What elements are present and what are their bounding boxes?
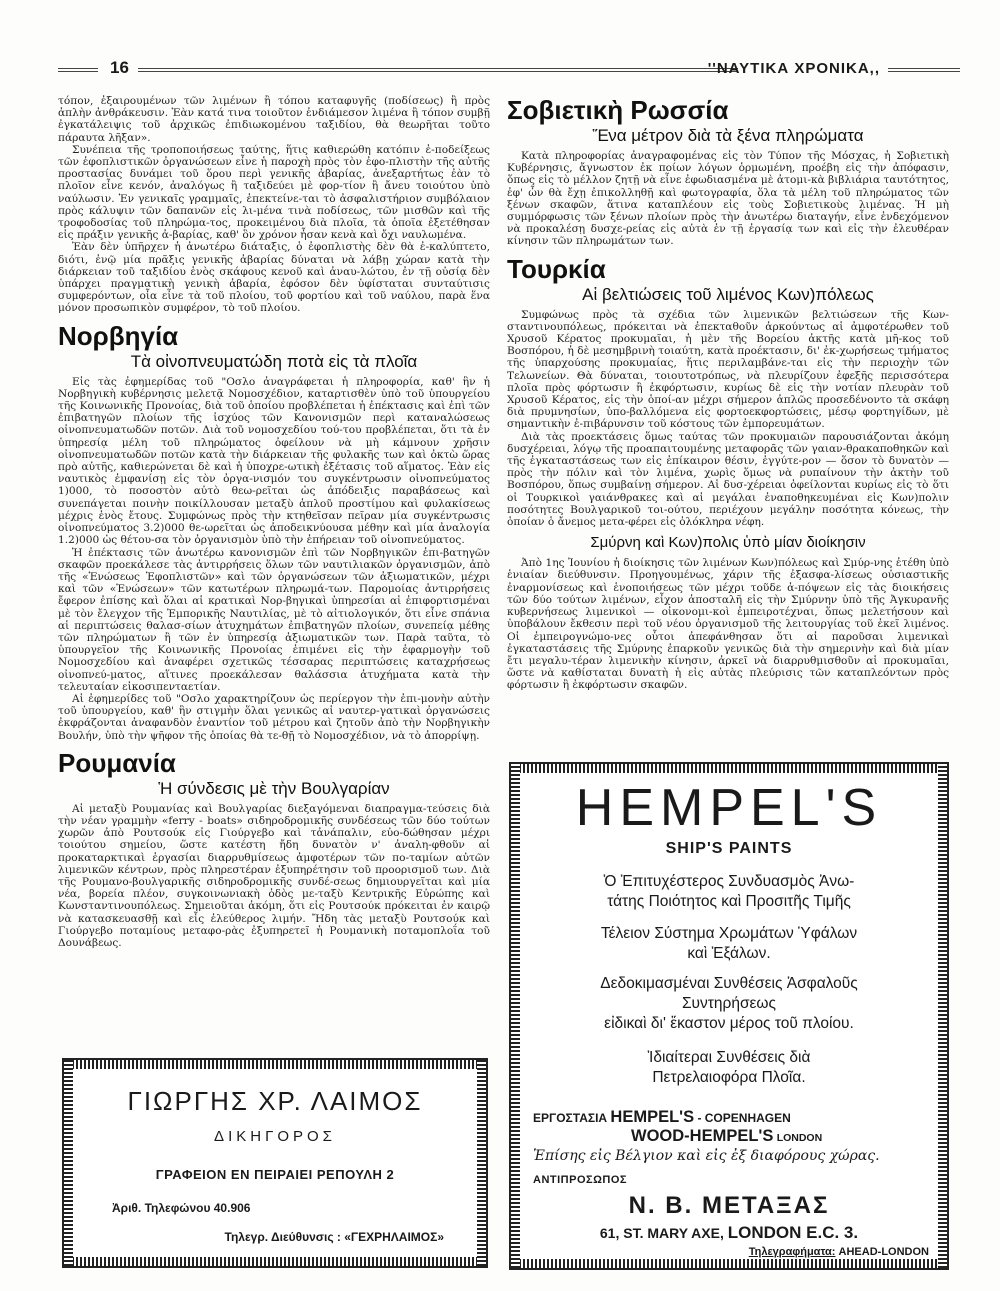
romania-subtitle: Ἡ σύνδεσις μὲ τὴν Βουλγαρίαν bbox=[158, 778, 390, 798]
address-street: 61, ST. MARY AXE, bbox=[599, 1225, 724, 1241]
hempel-brand: HEMPEL'S bbox=[575, 779, 883, 837]
hempel-address bbox=[511, 1223, 947, 1243]
hempel-line: εἰδικαὶ δι' ἕκαστον μέρος τοῦ πλοίου. bbox=[604, 1015, 854, 1032]
hempel-line: Δεδοκιμασμέναι Συνθέσεις Ἀσφαλοῦς bbox=[600, 975, 858, 992]
norway-title: Νορβηγία bbox=[58, 320, 179, 351]
lawyer-advertisement bbox=[62, 1058, 488, 1268]
russia-title: Σοβιετικὴ Ρωσσία bbox=[507, 95, 729, 125]
hempel-line: Ἰδιαίτεραι Συνθέσεις διὰ bbox=[647, 1049, 811, 1066]
hempel-line: καὶ Ἐξάλων. bbox=[687, 945, 771, 962]
factory-2-name: WOOD-HEMPEL'S bbox=[631, 1127, 774, 1145]
hempel-advertisement bbox=[509, 762, 949, 1270]
hempel-other-countries: Ἐπίσης εἰς Βέλγιον καὶ εἰς ἐξ διαφόρους χώρας. bbox=[533, 1148, 880, 1164]
hempel-agent-name: N. B. ΜΕΤΑΞΑΣ bbox=[628, 1192, 830, 1219]
intro-paragraph-2: Συνέπεια τῆς τροποποιήσεως ταύτης, ἥτις καθιερώθη κατόπιν ἐ-ποδείξεως τῶν ἐφοπλιστικῶν ὀργανώσεων εἶνε ἡ παροχὴ πρὸς τὸν ἐφο-πλιστὴν τῆς αὐτῆς προστασίας δυνάμει τοῦ ὅρου περὶ γενικῆς ἀβαρίας, ἀνεξαρτήτως ἐὰν τὸ πλοῖον εἶνε κενόν, ἀναλόγως ἢ ταξιδεύει μὲ φορ-τίον ἢ ἄνευ τοιούτου ὑπὸ ναύλωσιν. Ἐν γενικαῖς γραμμαῖς, ἐπεκτείνε-ται τὸ ἀσφαλιστήριον συμβόλαιον πρὸς κάλυψιν τῶν δαπανῶν εἰς λι-μένα τινὰ ποδίσεως, τῶν μισθῶν καὶ τῆς τροφοδοσίας τοῦ πληρώμα-τος, προκειμένου διὰ πλοῖα, τὰ ὁποῖα ἐξετέθησαν εἰς πράξιν γενικῆς ἀ-βαρίας, καθ' ὃν χρόνον ἦσαν κενὰ καὶ ὄχι ναυλωμένα. bbox=[58, 143, 490, 242]
lawyer-phone: Ἀριθ. Τηλεφώνου 40.906 bbox=[112, 1201, 251, 1215]
romania-title: Ρουμανία bbox=[58, 747, 176, 778]
hempel-line: τάτης Ποιότητος καὶ Προσιτῆς Τιμῆς bbox=[607, 893, 851, 910]
norway-subtitle: Τὰ οἰνοπνευματώδη ποτὰ εἰς τὰ πλοῖα bbox=[130, 351, 418, 371]
hempel-cable bbox=[749, 1246, 929, 1258]
lawyer-telegraph: Τηλεγρ. Διεύθυνσις : «ΓΕΧΡΗΛΑΙΜΟΣ» bbox=[224, 1230, 444, 1244]
ad-border-stripe bbox=[511, 764, 947, 773]
ad-border-stripe bbox=[64, 1060, 486, 1069]
turkey-paragraph-2: Διὰ τὰς προεκτάσεις ὅμως ταύτας τῶν προκυμαιῶν παρουσιάζονται ἀκόμη δυσχέρειαι, λόγῳ τῆς προαπαιτουμένης μεταφορᾶς τῶν γαιαν-θρακαποθηκῶν καὶ τῆς ἐγκαταστάσεως των εἰς ἐπίκαιρον θέσιν, ἐγγύτε-ρον — ὅσον τὸ δυνατὸν — πρὸς τὴν πόλιν καὶ τὸν λιμένα, χωρὶς ὅμως νὰ ρυπαίνουν τὴν ἀκτὴν τοῦ Βοσπόρου, ὅπως συμβαίνῃ σήμερον. Αἱ δυσ-χέρειαι ὀφείλονται κυρίως εἰς τὸ ὅτι οἱ Τουρκικοὶ γαιάνθρακες καὶ αἱ μεγάλαι ἐναποθηκευμέναι εἰς Κων)πολιν ποσότητες Βουλγαρικοῦ τοι-ούτου, περιέχουν μεγάλην ποσότητα κόνεως, τὴν ὁποίαν ὁ ἄνεμος μετα-φέρει εἰς ὁλόκληρα νέφη. bbox=[507, 430, 949, 529]
ad-border-stripe bbox=[511, 1259, 947, 1268]
lawyer-profession: ΔΙΚΗΓΟΡΟΣ bbox=[214, 1128, 336, 1145]
cable-address: AHEAD-LONDON bbox=[838, 1246, 929, 1258]
turkey-subtitle: Αἱ βελτιώσεις τοῦ λιμένος Κων)πόλεως bbox=[582, 284, 874, 304]
norway-paragraph-1: Εἰς τὰς ἐφημερίδας τοῦ "Οσλο ἀναγράφεται ἡ πληροφορία, καθ' ἣν ἡ Νορβηγικὴ κυβέρνησις μελετᾷ Νομοσχέδιον, καταρτισθὲν ὑπὸ τοῦ ὑπουργείου τῆς Κοινωνικῆς Προνοίας, διὰ τοῦ ὁποίου προβλέπεται ἡ ἐπέκτασις καὶ ἐπὶ τῶν ἐπιβατηγῶν πλοίων τῆς ἰσχύος τῶν Κανονισμῶν περὶ καταναλώσεως οἰνοπνευματωδῶν ποτῶν. Διὰ τοῦ νομοσχεδίου τού-του προβλέπεται, ὅτι τὰ ἐν ὑπηρεσίᾳ μέλη τοῦ πληρώματος ὀφείλουν νὰ μὴ κάμνουν χρῆσιν οἰνοπνευματωδῶν ποτῶν κατὰ τὴν διάρκειαν τῆς φυλακῆς των καὶ ὀκτὼ ὥρας πρὸ αὐτῆς, καθιερώνεται δὲ καὶ ἡ ὑποχρε-ωτικὴ ἐξέτασις τοῦ αἵματος. Ἐὰν εἰς ναυτικὸς ἐμφανίσῃ εἰς τὸν ὀργα-νισμόν του συγκέντρωσιν οἰνοπνεύματος 1)000, τὸ ποσοστὸν αὐτὸ θεω-ρεῖται ὡς ἀπόδειξις παραβάσεως καὶ συνεπάγεται ποινὴν ποικίλλουσαν μεταξὺ ἁπλοῦ προστίμου καὶ φυλακίσεως μέχρις ἑνὸς ἔτους. Συμφώνως πρὸς τὴν κτηθεῖσαν πεῖραν μία συγκέντρωσις οἰνοπνεύματος 3.2)000 θε-ωρεῖται ὡς ἀποδεικνύουσα μέθην καὶ μία ἀναλογία 1.2)000 ὡς θέτου-σα τὸν ὀργανισμὸν ὑπὸ τὴν ἐπήρειαν τοῦ οἰνοπνεύματος. bbox=[58, 375, 490, 547]
factories-label: ΕΡΓΟΣΤΑΣΙΑ bbox=[533, 1111, 608, 1125]
turkey-title: Τουρκία bbox=[507, 253, 606, 284]
hempel-line: Συντηρήσεως bbox=[681, 995, 777, 1012]
hempel-tagline: SHIP'S PAINTS bbox=[665, 840, 793, 857]
russia-paragraph-1: Κατὰ πληροφορίας ἀναγραφομένας εἰς τὸν Τύπον τῆς Μόσχας, ἡ Σοβιετικὴ Κυβέρνησις, ἄγνωστον ἐκ ποίων λόγων ὁρμωμένη, προέβη εἰς τὴν ἀπόφασιν, ὅπως εἰς τὸ μέλλον ζητῇ νὰ εἶνε ἐφωδιασμένα μὲ ἀτομι-κὰ βιβλιάρια ταυτότητος, ἐφ' ὧν θὰ ἔχῃ ἐπικολληθῇ καὶ φωτογραφία, ὅλα τὰ μέλη τοῦ πληρώματος τῶν ξένων σκαφῶν, ἅτινα καταπλέουν εἰς τοὺς Σοβιετικοὺς λιμένας. Ἡ μὴ συμμόρφωσις τῶν ξένων πλοίων πρὸς τὴν ἀνωτέρω διαταγήν, εἶνε ἐνδεχόμενον νὰ προκαλέσῃ δυσχε-ρείας εἰς αὐτὰ ἐν τῇ ἐργασίᾳ των καὶ εἰς τὴν ἐλευθέραν κίνησιν τῶν πληρωμάτων των. bbox=[507, 150, 949, 248]
factory-2-city: LONDON bbox=[776, 1132, 823, 1144]
hempel-representative-label: ΑΝΤΙΠΡΟΣΩΠΟΣ bbox=[533, 1174, 628, 1186]
russia-subtitle: Ἕνα μέτρον διὰ τὰ ξένα πληρώματα bbox=[592, 126, 864, 145]
left-column bbox=[58, 95, 490, 949]
header-rule-right bbox=[888, 68, 960, 72]
turkey-paragraph-3: Ἀπὸ 1ης Ἰουνίου ἡ διοίκησις τῶν λιμένων Κων)πόλεως καὶ Σμύρ-νης ἐτέθη ὑπὸ ἑνιαίαν διεύθυνσιν. Προηγουμένως, χάριν τῆς ἐξασφα-λίσεως οὐσιαστικῆς ἐναρμονίσεως καὶ ἑνοποιήσεως τῶν μέχρι τοῦδε ἀ-πόψεων εἰς τὰς διοικήσεις τῶν δύο τούτων λιμένων, εἶχον ἀποσταλῆ εἰς τὴν Σμύρνην ὑπὸ τῆς Ἀγκυρανῆς κυβερνήσεως λιμενικοὶ — οἰκονομι-κοὶ ἐμπειροτέχναι, ὅπως μελετήσουν καὶ ὑποβάλουν ἔκθεσιν περὶ τοῦ νέου ὀργανισμοῦ τῆς λειτουργίας τοῦ ἐκεῖ λιμένος. Οἱ ἐμπειρογνώμο-νες οὗτοι ἀπεφάνθησαν ὅτι αἱ παροῦσαι λιμενικαὶ ἐγκαταστάσεις τῆς Σμύρνης ἐπαρκοῦν γενικῶς διὰ τὴν σημερινὴν καὶ διὰ μίαν ἔτι μεγαλυ-τέραν λιμενικὴν κίνησιν, ἀρκεῖ νὰ διαρρυθμισθοῦν αἱ προκυμαῖαι, ὥστε νὰ καθίσταται δυνατὴ ἡ εἰς αὐτὰς πλεύρισις τῶν καταπλεόντων πρὸς φόρτωσιν ἢ ἐκφόρτωσιν σκαφῶν. bbox=[507, 557, 949, 692]
publication-title: ''ΝΑΥΤΙΚΑ ΧΡΟΝΙΚΑ,, bbox=[707, 60, 880, 77]
factory-1-city: - COPENHAGEN bbox=[697, 1111, 791, 1125]
ad-border-stripe bbox=[64, 1257, 486, 1266]
intro-paragraph-1: τόπον, ἐξαιρουμένων τῶν λιμένων ἢ τόπου καταφυγῆς (ποδίσεως) ἢ πρὸς ἀπλὴν ἀνθράκευσιν. Ἐὰν κατά τινα τοιοῦτον ἐνδιάμεσον λιμένα ἢ τόπον συμβῇ ἐγκατάλειψις τοῦ ἀρχικῶς ἐπιδιωκομένου ταξιδίου, θὰ θεωρῆται τοῦτο πάραυτα λῆξαν». bbox=[58, 95, 490, 144]
running-header bbox=[58, 58, 960, 82]
factory-1-name: HEMPEL'S bbox=[610, 1108, 695, 1126]
right-column bbox=[507, 95, 949, 692]
hempel-line: Τέλειον Σύστημα Χρωμάτων Ὑφάλων bbox=[600, 925, 858, 942]
page-number: 16 bbox=[110, 58, 129, 77]
hempel-line: Πετρελαιοφόρα Πλοῖα. bbox=[652, 1069, 806, 1086]
norway-paragraph-2: Ἡ ἐπέκτασις τῶν ἀνωτέρω κανονισμῶν ἐπὶ τῶν Νορβηγικῶν ἐπι-βατηγῶν σκαφῶν προεκάλεσε τὰς ἀντιρρήσεις ὅλων τῶν ναυτιλιακῶν ὀργανισμῶν, ἀπὸ τῆς «Ἑνώσεως Ἐφοπλιστῶν» καὶ τῶν ὀργανώσεων τῶν ἀξιωματικῶν, μέχρι καὶ τῶν «Ἑνώσεων» τῶν κατωτέρων πληρωμά-των. Παρομοίας ἀντιρρήσεις ἔφερον ἐπίσης καὶ ὅλαι αἱ κρατικαὶ Νορ-βηγικαὶ ὑπηρεσίαι αἱ ἐπιφορτισμέναι μὲ τὸν ἔλεγχον τῆς Ἐμπορικῆς Ναυτιλίας, μὲ τὸ αἰτιολογικόν, ὅτι εἶνε σπάνια αἱ περιπτώσεις θαλασ-σίων ἀτυχημάτων ἐπιβατηγῶν πλοίων, συνεπείᾳ μέθης τῶν πληρώματων ἢ τῶν ἐν ὑπηρεσίᾳ ἀξιωματικῶν των. Παρὰ ταῦτα, τὸ ὑπουργεῖον τῆς Κοινωνικῆς Προνοίας ἐπιμένει εἰς τὴν ἐφαρμογὴν τοῦ Νομοσχεδίου καὶ ἀναφέρει σχετικῶς τέσσαρας περιπτώσεις καταχρήσεως οἰνοπνεύ-ματος, αἵτινες προεκάλεσαν θαλάσσια ἀτυχήματα κατὰ τὴν τελευταίαν εἰκοσιπενταετίαν. bbox=[58, 546, 490, 693]
romania-paragraph-1: Αἱ μεταξὺ Ρουμανίας καὶ Βουλγαρίας διεξαγόμεναι διαπραγμα-τεύσεις διὰ τὴν νέαν γραμμὴν «ferry - boats» σιδηροδρομικῆς συνδέσεως τῶν δύο τούτων χωρῶν ἀπὸ Ρουτσούκ εἰς Γιούργεβο καὶ τἀνάπαλιν, εὐο-δώθησαν μέχρι τοιούτου σημείου, ὥστε κατέστη ἤδη δυνατὸν ν' ἀναλη-φθοῦν αἱ προκαταρκτικαὶ ἐργασίαι διαρρυθμίσεως ἀμφοτέρων τῶν πο-ταμίων αὐτῶν λιμενικῶν κέντρων, πρὸς πληρεστέραν ἐξυπηρέτησιν τοῦ προορισμοῦ των. Διὰ τῆς Ρουμανο-βουλγαρικῆς σιδηροδρομικῆς συνδέ-σεως δημιουργεῖται καὶ μία νέα, βορεία πλέον, συγκοινωνιακὴ ὁδὸς με-ταξὺ Κεντρικῆς Εὐρώπης καὶ Κωνσταντινουπόλεως. Σημειοῦται ἀκόμη, ὅτι εἰς Ρουτσούκ πρόκειται ἐν καιρῷ νὰ κατασκευασθῇ καὶ εἷς ἐλεύθερος λιμήν. Ἤδη τὰς μεταξὺ Ρουτσούκ καὶ Γιούργεβο ποταμίους μεταφο-ρὰς ἐξυπηρετεῖ ἡ Ρουμανικὴ ποταμοπλοΐα τοῦ Δουνάβεως. bbox=[58, 802, 490, 949]
cable-label: Τηλεγραφήματα: bbox=[748, 1246, 836, 1258]
header-rule-middle bbox=[138, 68, 738, 72]
lawyer-office: ΓΡΑΦΕΙΟΝ ΕΝ ΠΕΙΡΑΙΕΙ ΡΕΠΟΥΛΗ 2 bbox=[155, 1167, 395, 1182]
intro-paragraph-3: Ἐὰν δὲν ὑπῆρχεν ἡ ἀνωτέρω διάταξις, ὁ ἐφοπλιστὴς δὲν θὰ ἐ-καλύπτετο, διότι, ἐνῷ μία πρᾶξις γενικῆς ἀβαρίας δύναται νὰ λάβῃ χώραν κατὰ τὴν διάρκειαν τοῦ ταξιδίου ἑνὸς σκάφους κενοῦ καὶ ἀναυ-λώτου, ἐν τῇ οὐσίᾳ δὲν ὑπάρχει πραγματικὴ γενικὴ ἀβαρία, ἐφόσον δὲν ὑφίσταται συνταύτισις συμφερόντων, οἷα εἶνε τὰ τοῦ πλοίου, τοῦ φορτίου καὶ τοῦ ναύλου, παρὰ ἕνα μόνον προσωπικὸν συμφέρον, τὸ τοῦ πλοίου. bbox=[58, 241, 490, 315]
header-rule-left bbox=[58, 68, 98, 72]
lawyer-name: ΓΙΩΡΓΗΣ ΧΡ. ΛΑΙΜΟΣ bbox=[127, 1086, 423, 1116]
hempel-factories bbox=[533, 1108, 931, 1146]
norway-paragraph-3: Αἱ ἐφημερίδες τοῦ "Οσλο χαρακτηρίζουν ὡς περίεργον τὴν ἐπι-μονὴν αὐτὴν τοῦ ὑπουργείου, καθ' ἣν στιγμὴν ὅλαι γενικῶς αἱ ναυτερ-γατικαὶ ὀργανώσεις ἐκφράζονται ἀναφανδὸν ἐναντίον τοῦ μέτρου καὶ ζητοῦν ἀπὸ τὴν Νορβηγικὴν Βουλήν, ὑπὸ τὴν ψῆφον τῆς ὁποίας θὰ τε-θῇ τὸ Νομοσχέδιον, νὰ τὸ ἀπορρίψῃ. bbox=[58, 692, 490, 742]
turkey-subtitle-2: Σμύρνη καὶ Κων)πολις ὑπὸ μίαν διοίκησιν bbox=[590, 534, 866, 552]
turkey-paragraph-1: Συμφώνως πρὸς τὰ σχέδια τῶν λιμενικῶν βελτιώσεων τῆς Κων-σταντινουπόλεως, πρόκειται νὰ ἐπεκταθοῦν ἀρκούντως αἱ ἀμφοτέρωθεν τοῦ Χρυσοῦ Κέρατος προκυμαῖαι, ἡ μὲν τῆς Βορείου ἀκτῆς κατὰ μῆ-κος τοῦ Βοσπόρου, ἡ δὲ μεσημβρινὴ τοιαύτη, κατὰ προέκτασιν, δι' ἐκ-χωρήσεως τμήματος τῆς ὑπαρχούσης προκυμαίας, ἥτις περιλαμβάνε-ται εἰς τὴν περιοχὴν τῶν Τελωνείων. Θὰ δύναται, τοιουτοτρόπως, νὰ πλευρίζουν ἐφεξῆς περισσότερα πλοῖα πρὸς φόρτωσιν ἢ ἐκφόρτωσιν, κυρίως δὲ εἰς τὴν νοτίαν πλευρὰν τοῦ Χρυσοῦ Κέρατος, εἰς τὴν ὁποί-αν μέχρι σήμερον ἀπλῶς προσεδένοντο τὰ σκάφη διὰ πρυμνησίων, ὑπο-βαλλόμενα εἰς φορτοεκφορτώσεις, μέσῳ φορτηγίδων, μὲ σημαντικὴν ἐ-πιβάρυνσιν τοῦ κόστους τῶν ἐμπορευμάτων. bbox=[507, 308, 949, 431]
address-city: LONDON E.C. 3. bbox=[727, 1223, 859, 1242]
hempel-line: Ὁ Ἐπιτυχέστερος Συνδυασμὸς Ἀνω- bbox=[603, 873, 855, 890]
